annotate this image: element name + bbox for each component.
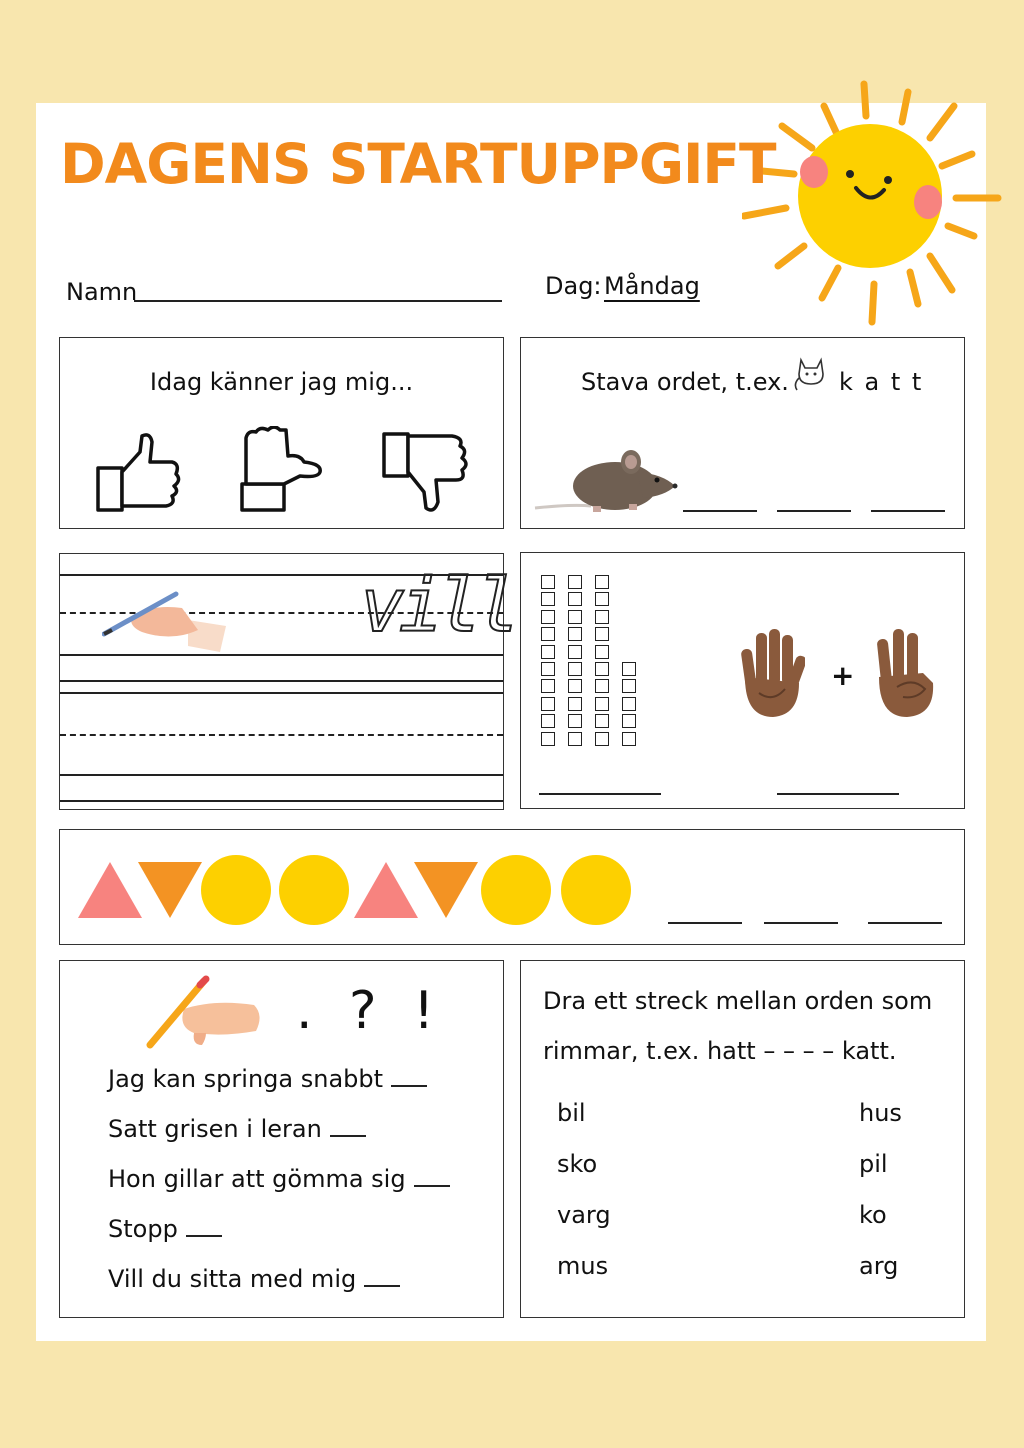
sentence-item <box>108 1165 450 1193</box>
pattern-blank-3[interactable] <box>868 922 942 924</box>
unit-block <box>568 610 582 624</box>
feelings-box <box>59 337 504 529</box>
punctuation-blank[interactable] <box>414 1184 450 1187</box>
cat-icon <box>791 352 831 392</box>
math-operator: + <box>831 659 855 692</box>
writing-midline <box>60 734 503 736</box>
rhyme-word-left[interactable]: sko <box>557 1150 598 1178</box>
mouse-illustration <box>533 446 688 516</box>
rhymes-prompt-line2: rimmar, t.ex. hatt – – – – katt. <box>543 1037 897 1065</box>
shape-pattern <box>76 852 656 928</box>
example-word: k a t t <box>839 368 924 396</box>
hand-three-fingers-icon <box>873 627 939 719</box>
unit-block <box>541 592 555 606</box>
unit-block <box>568 627 582 641</box>
math-blank-2[interactable] <box>777 793 899 795</box>
name-label: Namn <box>66 278 138 306</box>
unit-block <box>622 732 636 746</box>
punctuation-box <box>59 960 504 1318</box>
unit-block <box>595 697 609 711</box>
sentence-item <box>108 1065 427 1093</box>
punctuation-symbols: . ? ! <box>296 981 445 1041</box>
writing-line <box>60 680 503 682</box>
pattern-circle <box>561 855 631 925</box>
punctuation-blank[interactable] <box>186 1234 222 1237</box>
pattern-triangle-up <box>78 862 142 918</box>
base-ten-blocks <box>541 569 651 749</box>
rhyme-word-left[interactable]: varg <box>557 1201 611 1229</box>
unit-block <box>568 714 582 728</box>
rhyme-word-right[interactable]: arg <box>859 1252 899 1280</box>
unit-block <box>568 697 582 711</box>
math-box <box>520 552 965 809</box>
unit-block <box>568 592 582 606</box>
sentence-item <box>108 1115 366 1143</box>
unit-block <box>541 645 555 659</box>
unit-block <box>541 575 555 589</box>
sentence-text: Jag kan springa snabbt <box>108 1065 384 1093</box>
unit-block <box>568 575 582 589</box>
unit-block <box>568 679 582 693</box>
sentence-text: Satt grisen i leran <box>108 1115 322 1143</box>
sun-illustration <box>742 76 1012 336</box>
unit-block <box>541 679 555 693</box>
unit-block <box>541 662 555 676</box>
rhyme-word-right[interactable]: pil <box>859 1150 888 1178</box>
rhyme-word-left[interactable]: mus <box>557 1252 609 1280</box>
unit-block <box>595 679 609 693</box>
spelling-blank-3[interactable] <box>871 510 945 512</box>
unit-block <box>595 627 609 641</box>
rhymes-box <box>520 960 965 1318</box>
math-blank-1[interactable] <box>539 793 661 795</box>
pattern-circle <box>201 855 271 925</box>
unit-block <box>541 610 555 624</box>
unit-block <box>595 610 609 624</box>
unit-block <box>568 732 582 746</box>
day-value: Måndag <box>604 272 700 300</box>
unit-block <box>622 697 636 711</box>
punctuation-blank[interactable] <box>391 1084 427 1087</box>
punctuation-blank[interactable] <box>330 1134 366 1137</box>
unit-block <box>541 714 555 728</box>
writing-hand-pencil-icon <box>144 975 264 1049</box>
hand-five-fingers-icon <box>739 627 805 719</box>
trace-word: vill <box>360 563 515 649</box>
unit-block <box>595 645 609 659</box>
spelling-prompt: Stava ordet, t.ex. <box>581 368 789 396</box>
unit-block <box>568 645 582 659</box>
pattern-box <box>59 829 965 945</box>
sentence-item <box>108 1265 400 1293</box>
thumbs-down-icon[interactable] <box>382 430 472 516</box>
pattern-blank-2[interactable] <box>764 922 838 924</box>
sentence-text: Stopp <box>108 1215 178 1243</box>
rhyme-word-left[interactable]: bil <box>557 1099 586 1127</box>
pattern-circle <box>279 855 349 925</box>
unit-block <box>622 679 636 693</box>
writing-hand-icon <box>102 590 234 656</box>
unit-block <box>541 627 555 641</box>
day-label: Dag: <box>545 272 602 300</box>
writing-line <box>60 774 503 776</box>
writing-practice-box <box>59 553 515 810</box>
unit-block <box>541 732 555 746</box>
pattern-triangle-down <box>414 862 478 918</box>
feelings-prompt: Idag känner jag mig... <box>149 368 414 396</box>
punctuation-blank[interactable] <box>364 1284 400 1287</box>
thumbs-up-icon[interactable] <box>96 432 182 514</box>
rhyme-word-right[interactable]: ko <box>859 1201 887 1229</box>
page-title: DAGENS STARTUPPGIFT <box>60 132 776 196</box>
spelling-blank-2[interactable] <box>777 510 851 512</box>
name-line[interactable] <box>134 300 502 302</box>
pattern-triangle-down <box>138 862 202 918</box>
rhymes-prompt-line1: Dra ett streck mellan orden som <box>543 987 933 1015</box>
thumbs-sideways-icon[interactable] <box>240 426 326 514</box>
rhyme-word-right[interactable]: hus <box>859 1099 902 1127</box>
pattern-circle <box>481 855 551 925</box>
unit-block <box>595 662 609 676</box>
unit-block <box>595 592 609 606</box>
writing-line <box>60 800 503 802</box>
spelling-box <box>520 337 965 529</box>
sentence-text: Vill du sitta med mig <box>108 1265 357 1293</box>
unit-block <box>595 714 609 728</box>
writing-line <box>60 692 503 694</box>
pattern-triangle-up <box>354 862 418 918</box>
spelling-blank-1[interactable] <box>683 510 757 512</box>
pattern-blank-1[interactable] <box>668 922 742 924</box>
sentence-text: Hon gillar att gömma sig <box>108 1165 406 1193</box>
sentence-item <box>108 1215 222 1243</box>
unit-block <box>595 575 609 589</box>
unit-block <box>541 697 555 711</box>
unit-block <box>568 662 582 676</box>
unit-block <box>595 732 609 746</box>
unit-block <box>622 662 636 676</box>
unit-block <box>622 714 636 728</box>
